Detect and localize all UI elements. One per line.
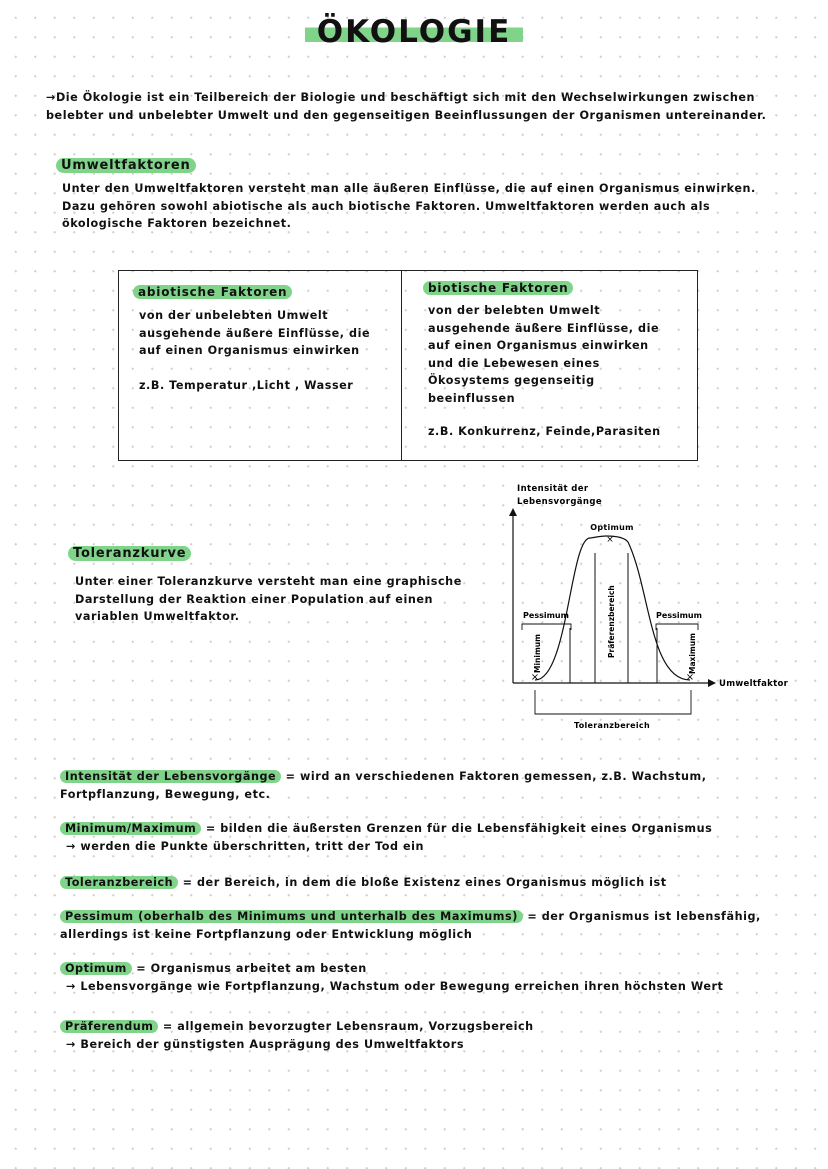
definition-term: Pessimum (oberhalb des Minimums und unterhalb des Maximums) bbox=[60, 910, 523, 923]
maximum-marker-icon: × bbox=[685, 672, 695, 683]
definition-term: Optimum bbox=[60, 962, 132, 975]
optimum-label: Optimum bbox=[590, 523, 634, 532]
toleranzkurve-text: Unter einer Toleranzkurve versteht man eine graphische Darstellung der Reaktion einer Population auf einen variablen Umweltfaktor. bbox=[75, 575, 462, 623]
arrow-icon: → bbox=[46, 91, 56, 104]
definition-sub: → werden die Punkte überschritten, tritt der Tod ein bbox=[66, 839, 424, 853]
optimum-marker-icon: × bbox=[606, 535, 614, 545]
praeferenz-label: Präferenzbereich bbox=[607, 585, 616, 658]
x-axis-label: Umweltfaktor bbox=[719, 679, 789, 689]
definition-term: Minimum/Maximum bbox=[60, 822, 201, 835]
pessimum-right-label: Pessimum bbox=[656, 611, 702, 620]
definition-praeferendum bbox=[60, 1018, 780, 1053]
tolerance-curve-diagram bbox=[500, 478, 805, 738]
biotic-heading bbox=[423, 281, 573, 295]
toleranzkurve-heading bbox=[68, 546, 191, 561]
abiotic-heading-text: abiotische Faktoren bbox=[133, 285, 292, 299]
definition-term: Intensität der Lebensvorgänge bbox=[60, 770, 281, 783]
minimum-label: Minimum bbox=[533, 634, 542, 673]
intro-text: Die Ökologie ist ein Teilbereich der Biologie und beschäftigt sich mit den Wechselwirkungen zwischen belebter und unbelebter Umwelt und den gegenseitigen Beeinflussungen der Organismen untereinander. bbox=[46, 91, 767, 122]
toleranz-bracket bbox=[535, 690, 691, 714]
definition-sub: → Lebensvorgänge wie Fortpflanzung, Wachstum oder Bewegung erreichen ihren höchsten Wert bbox=[66, 979, 724, 993]
definition-text: = der Organismus ist lebensfähig, allerdings ist keine Fortpflanzung oder Entwicklung möglich bbox=[60, 910, 761, 941]
definition-text: = der Bereich, in dem die bloße Existenz eines Organismus möglich ist bbox=[178, 876, 667, 889]
definition-text: = wird an verschiedenen Faktoren gemessen, z.B. Wachstum, Fortpflanzung, Bewegung, etc. bbox=[60, 770, 707, 801]
umweltfaktoren-heading-text: Umweltfaktoren bbox=[56, 158, 196, 173]
definition-text: = Organismus arbeitet am besten bbox=[131, 962, 367, 975]
biotic-text: von der belebten Umwelt ausgehende äußere Einflüsse, die auf einen Organismus einwirken und die Lebewesen eines Ökosystems gegenseitig beeinflussen bbox=[428, 304, 660, 405]
definition-term: Toleranzbereich bbox=[60, 876, 178, 889]
definition-term: Präferendum bbox=[60, 1020, 158, 1033]
y-axis-arrowhead bbox=[509, 508, 517, 516]
page-title-text: ÖKOLOGIE bbox=[305, 14, 524, 50]
definition-sub: → Bereich der günstigsten Ausprägung des Umweltfaktors bbox=[66, 1037, 465, 1051]
definition-minimum-maximum bbox=[60, 820, 780, 855]
definition-optimum bbox=[60, 960, 780, 995]
definition-text: = allgemein bevorzugter Lebensraum, Vorzugsbereich bbox=[158, 1020, 534, 1033]
abiotic-example: z.B. Temperatur ,Licht , Wasser bbox=[139, 379, 354, 392]
definition-pessimum bbox=[60, 908, 780, 943]
x-axis-arrowhead bbox=[708, 679, 716, 687]
definition-intensitaet bbox=[60, 768, 780, 803]
biotic-example: z.B. Konkurrenz, Feinde,Parasiten bbox=[428, 425, 661, 438]
y-axis-label-1: Intensität der bbox=[517, 484, 589, 494]
pessimum-left-label: Pessimum bbox=[523, 611, 569, 620]
toleranzkurve-heading-text: Toleranzkurve bbox=[68, 546, 191, 561]
abiotic-text: von der unbelebten Umwelt ausgehende äußere Einflüsse, die auf einen Organismus einwirken bbox=[139, 309, 371, 357]
umweltfaktoren-heading bbox=[56, 158, 196, 173]
umweltfaktoren-text: Unter den Umweltfaktoren versteht man alle äußeren Einflüsse, die auf einen Organismus einwirken. Dazu gehören sowohl abiotische als auch biotische Faktoren. Umweltfaktoren werden auch als ökologische Faktoren bezeichnet. bbox=[62, 182, 756, 230]
definition-text: = bilden die äußersten Grenzen für die Lebensfähigkeit eines Organismus bbox=[201, 822, 713, 835]
intro-paragraph bbox=[46, 89, 786, 124]
definition-toleranzbereich bbox=[60, 874, 780, 892]
y-axis-label-2: Lebensvorgänge bbox=[517, 497, 603, 507]
biotic-heading-text: biotische Faktoren bbox=[423, 281, 573, 295]
pessimum-right-bracket bbox=[656, 624, 698, 630]
minimum-marker-icon: × bbox=[530, 672, 540, 683]
factors-table bbox=[118, 270, 698, 461]
abiotic-heading bbox=[133, 285, 292, 299]
table-divider bbox=[401, 271, 402, 460]
toleranz-label: Toleranzbereich bbox=[574, 721, 650, 730]
page-title bbox=[0, 14, 828, 50]
maximum-label: Maximum bbox=[688, 633, 697, 674]
